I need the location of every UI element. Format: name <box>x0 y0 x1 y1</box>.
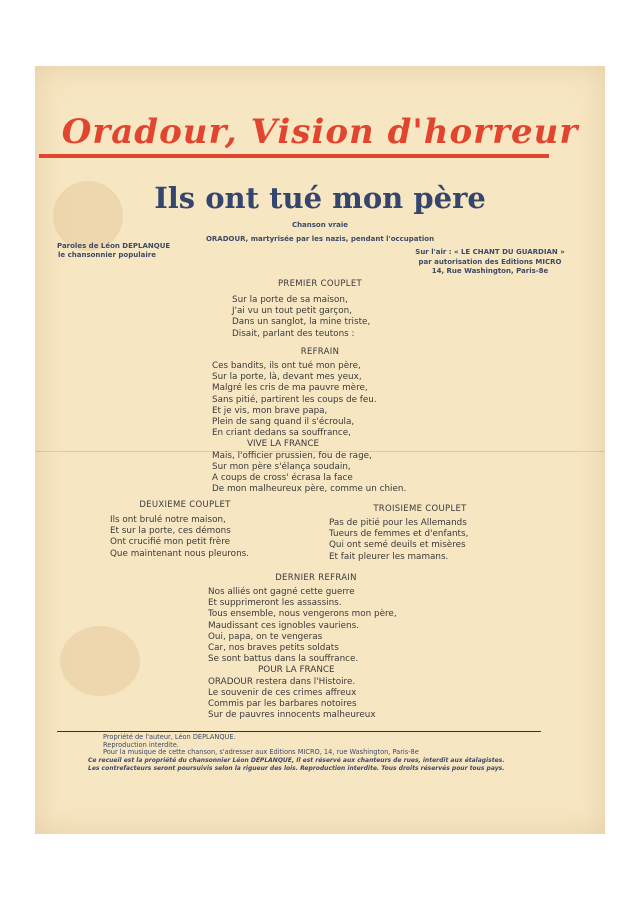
footer-rule <box>57 731 541 732</box>
lyrics-credit <box>57 242 171 260</box>
verse-line: Oui, papa, on te vengeras <box>208 631 323 642</box>
verse-line: Sur la porte de sa maison, <box>232 295 348 305</box>
verse-line: Plein de sang quand il s'écroula, <box>212 417 355 428</box>
verse-line: Tueurs de femmes et d'enfants, <box>329 529 469 540</box>
tune-permission: par autorisation des Editions MICRO <box>418 257 562 266</box>
verse-line: Qui ont semé deuils et misères <box>329 540 466 551</box>
song-sheet <box>35 66 605 834</box>
verse-line: Se sont battus dans la souffrance. <box>208 654 359 665</box>
troisieme-couplet-heading: TROISIEME COUPLET <box>373 504 467 514</box>
verse-line: Sur la porte, là, devant mes yeux, <box>212 372 362 383</box>
banner-underline <box>39 154 549 158</box>
verse-line: Ont crucifié mon petit frère <box>110 537 231 548</box>
verse-line: Mais, l'officier prussien, fou de rage, <box>212 450 372 461</box>
verse-line: Sans pitié, partirent les coups de feu. <box>212 394 377 405</box>
refrain-cry: VIVE LA FRANCE <box>247 439 320 450</box>
verse-line: Sur mon père s'élança soudain, <box>212 461 351 472</box>
deuxieme-couplet <box>110 515 249 560</box>
lyrics-author-title: le chansonnier populaire <box>58 251 156 259</box>
footer-notice <box>88 757 505 772</box>
verse-line: Le souvenir de ces crimes affreux <box>208 687 357 698</box>
verse-line: Ces bandits, ils ont tué mon père, <box>212 361 361 371</box>
banner-title: Oradour, Vision d'horreur <box>61 112 579 152</box>
verse-line: Malgré les cris de ma pauvre mère, <box>212 383 368 394</box>
verse-line: Commis par les barbares notoires <box>208 699 357 710</box>
footer-credits <box>103 734 419 757</box>
verse-line: Sur de pauvres innocents malheureux <box>208 710 376 721</box>
refrain-cry: POUR LA FRANCE <box>258 665 335 676</box>
premier-couplet-heading: PREMIER COUPLET <box>278 279 362 289</box>
dernier-refrain-heading: DERNIER REFRAIN <box>275 573 357 583</box>
refrain-heading: REFRAIN <box>300 347 340 357</box>
dernier-refrain <box>208 587 397 721</box>
verse-line: Disait, parlant des teutons : <box>232 328 355 339</box>
subtitle: Chanson vraie <box>291 221 349 229</box>
verse-line: Maudissant ces ignobles vauriens. <box>208 620 359 631</box>
verse-line: En criant dedans sa souffrance, <box>212 428 351 439</box>
footer-line: Reproduction interdite. <box>103 740 179 749</box>
song-title: Ils ont tué mon père <box>154 181 486 215</box>
premier-couplet <box>232 295 370 340</box>
verse-line: Et supprimeront les assassins. <box>208 598 342 609</box>
troisieme-couplet <box>329 518 468 563</box>
verse-line: A coups de cross' écrasa la face <box>212 473 353 484</box>
tune-credit <box>415 248 565 277</box>
footer-line: Pour la musique de cette chanson, s'adresser aux Editions MICRO, 14, rue Washington, Paris-8e <box>103 748 419 756</box>
verse-line: Que maintenant nous pleurons. <box>110 548 250 559</box>
verse-line: Et je vis, mon brave papa, <box>212 405 328 416</box>
verse-line: Ils ont brulé notre maison, <box>110 515 226 525</box>
tune-name: Sur l'air : « LE CHANT DU GUARDIAN » <box>415 248 565 256</box>
footer-line: Propriété de l'auteur, Léon DEPLANQUE. <box>103 733 236 741</box>
deuxieme-couplet-heading: DEUXIEME COUPLET <box>139 500 231 510</box>
verse-line: J'ai vu un tout petit garçon, <box>232 306 352 317</box>
lyrics-author: Paroles de Léon DEPLANQUE <box>57 242 171 250</box>
verse-line: Pas de pitié pour les Allemands <box>329 518 467 528</box>
verse-line: De mon malheureux père, comme un chien. <box>212 484 407 495</box>
verse-line: Tous ensemble, nous vengerons mon père, <box>208 609 397 620</box>
footer-line: Ce recueil est la propriété du chansonnier Léon DEPLANQUE, Il est réservé aux chanteurs de rues, interdit aux étalagistes. <box>88 757 505 764</box>
verse-line: Et fait pleurer les mamans. <box>329 551 449 562</box>
refrain <box>212 361 406 495</box>
verse-line: ORADOUR restera dans l'Histoire. <box>208 676 356 687</box>
verse-line: Nos alliés ont gagné cette guerre <box>208 587 355 597</box>
verse-line: Car, nos braves petits soldats <box>208 643 339 654</box>
verse-line: Et sur la porte, ces démons <box>110 526 231 537</box>
tune-address: 14, Rue Washington, Paris-8e <box>431 267 549 275</box>
stain <box>60 626 140 696</box>
footer-line: Les contrefacteurs seront poursuivis selon la rigueur des lois. Reproduction interdite. Tous droits réservés pour tous pays. <box>88 764 505 772</box>
tagline: ORADOUR, martyrisée par les nazis, pendant l'occupation <box>205 235 435 243</box>
verse-line: Dans un sanglot, la mine triste, <box>232 317 371 328</box>
